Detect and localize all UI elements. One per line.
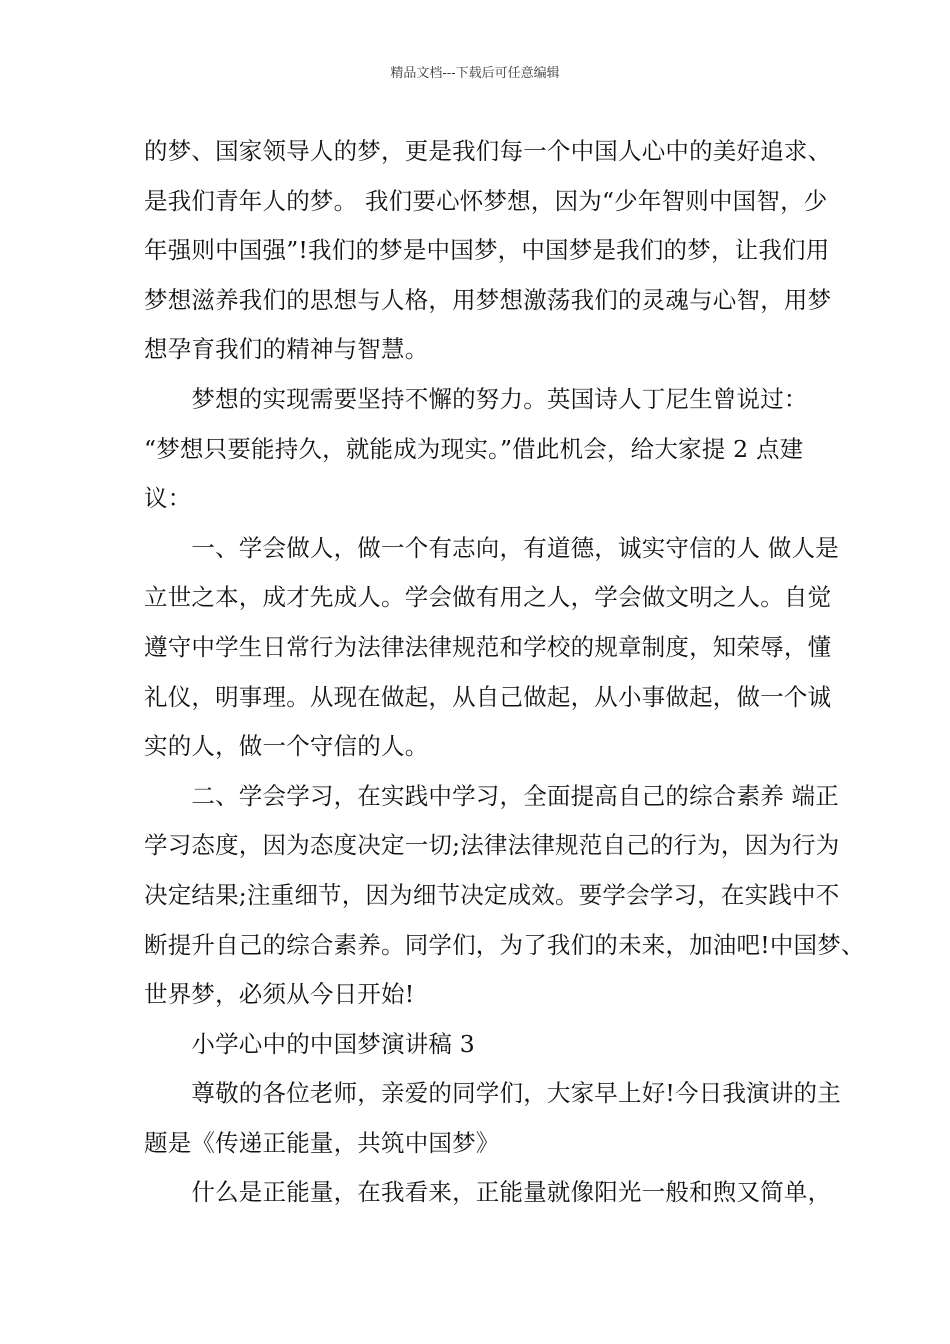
paragraph-4: [144, 772, 865, 1020]
text-line: 遵守中学生日常行为法律法律规范和学校的规章制度，知荣辱，懂: [144, 632, 832, 661]
text-line: 一、学会做人，做一个有志向，有道德，诚实守信的人 做人是: [144, 533, 839, 562]
text-line: 礼仪，明事理。从现在做起，从自己做起，从小事做起，做一个诚: [144, 682, 832, 711]
text-line: 世界梦，必须从今日开始!: [144, 980, 415, 1009]
text-line: 决定结果;注重细节，因为细节决定成效。要学会学习，在实践中不: [144, 880, 840, 909]
section-heading: [144, 1020, 824, 1070]
text-line: 立世之本，成才先成人。学会做有用之人，学会做文明之人。自觉: [144, 583, 832, 612]
text-line: “梦想只要能持久，就能成为现实。”借此机会，给大家提 2 点建: [144, 434, 804, 463]
text-line: 的梦、国家领导人的梦，更是我们每一个中国人心中的美好追求、: [144, 137, 832, 165]
text-line: 断提升自己的综合素养。同学们，为了我们的未来，加油吧!中国梦、: [144, 930, 865, 959]
page-header: 精品文档---下载后可任意编辑: [390, 66, 560, 81]
text-line: 小学心中的中国梦演讲稿 3: [144, 1029, 475, 1058]
text-line: 什么是正能量，在我看来，正能量就像阳光一般和煦又简单，: [144, 1178, 832, 1207]
text-line: 年强则中国强”!我们的梦是中国梦，中国梦是我们的梦，让我们用: [144, 236, 830, 265]
text-line: 学习态度，因为态度决定一切;法律法律规范自己的行为，因为行为: [144, 831, 840, 860]
paragraph-3: [144, 524, 839, 772]
text-line: 实的人，做一个守信的人。: [144, 732, 429, 761]
text-line: 想孕育我们的精神与智慧。: [144, 335, 429, 364]
text-line: 二、学会学习，在实践中学习，全面提高自己的综合素养 端正: [144, 781, 839, 810]
paragraph-1: [144, 127, 832, 375]
text-line: 梦想的实现需要坚持不懈的努力。英国诗人丁尼生曾说过：: [144, 384, 808, 413]
text-line: 议：: [144, 484, 192, 513]
document-body: [144, 127, 865, 1218]
text-line: 尊敬的各位老师，亲爱的同学们，大家早上好!今日我演讲的主: [144, 1079, 841, 1108]
text-line: 梦想滋养我们的思想与人格，用梦想激荡我们的灵魂与心智，用梦: [144, 285, 832, 314]
paragraph-2: [144, 375, 824, 524]
paragraph-6: [144, 1168, 832, 1218]
paragraph-5: [144, 1069, 841, 1168]
text-line: 题是《传递正能量，共筑中国梦》: [144, 1128, 500, 1157]
text-line: 是我们青年人的梦。 我们要心怀梦想，因为“少年智则中国智，少: [144, 186, 828, 215]
